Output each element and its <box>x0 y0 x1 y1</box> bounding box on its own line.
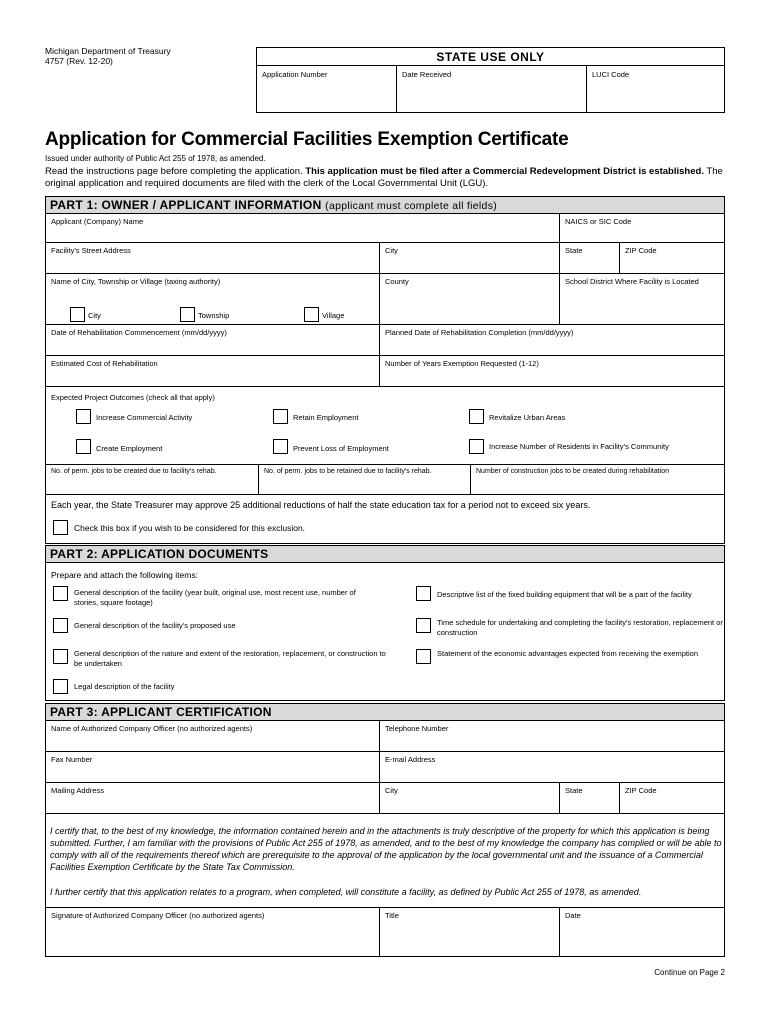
county-field[interactable] <box>379 274 559 324</box>
fax-field[interactable] <box>46 752 379 782</box>
mailing-state-label: State <box>565 786 583 795</box>
part3-row-officer <box>46 721 724 752</box>
date-received-label: Date Received <box>402 70 452 79</box>
treasurer-note: Each year, the State Treasurer may approve 25 additional reductions of half the state education tax for a period not to exceed six years. <box>51 500 591 510</box>
estimated-cost-label: Estimated Cost of Rehabilitation <box>51 359 158 368</box>
jobs-created-label: No. of perm. jobs to be created due to facility's rehab. <box>51 468 217 475</box>
naics-label: NAICS or SIC Code <box>565 217 632 226</box>
outcome-commercial-label: Increase Commercial Activity <box>96 413 193 422</box>
doc-economic-advantages-checkbox[interactable] <box>416 649 431 664</box>
outcome-prevent-loss-label: Prevent Loss of Employment <box>293 444 389 453</box>
exclusion-label: Check this box if you wish to be considered for this exclusion. <box>74 523 306 533</box>
township-option-label: Township <box>198 311 230 320</box>
school-district-label: School District Where Facility is Located <box>565 277 699 286</box>
doc-equipment-list-label: Descriptive list of the fixed building equipment that will be a part of the facility <box>437 590 692 599</box>
doc-time-schedule-checkbox[interactable] <box>416 618 431 633</box>
city-label: City <box>385 246 398 255</box>
part1-row-jobs <box>46 465 724 494</box>
doc-restoration-nature-checkbox[interactable] <box>53 649 68 664</box>
outcome-prevent-loss-checkbox[interactable] <box>273 439 288 454</box>
city-option-label: City <box>88 311 101 320</box>
village-option-label: Village <box>322 311 345 320</box>
doc-legal-description-label: Legal description of the facility <box>74 682 175 691</box>
doc-equipment-list-checkbox[interactable] <box>416 586 431 601</box>
part3-title: PART 3: APPLICANT CERTIFICATION <box>50 705 272 719</box>
continue-note: Continue on Page 2 <box>654 968 725 977</box>
email-field[interactable] <box>379 752 725 782</box>
telephone-field[interactable] <box>379 721 725 751</box>
doc-proposed-use-label: General description of the facility's proposed use <box>74 621 236 630</box>
years-requested-label: Number of Years Exemption Requested (1-12) <box>385 359 539 368</box>
naics-field[interactable] <box>559 214 725 242</box>
intro-bold-note: This application must be filed after a Commercial Redevelopment District is established. <box>305 166 704 177</box>
part1-grid <box>45 214 725 495</box>
rehab-end-label: Planned Date of Rehabilitation Completion (mm/dd/yyyy) <box>385 328 574 337</box>
school-district-field[interactable] <box>559 274 725 324</box>
application-number-label: Application Number <box>262 70 328 79</box>
city-field[interactable] <box>379 243 559 273</box>
mailing-zip-field[interactable] <box>619 783 725 813</box>
part1-title: PART 1: OWNER / APPLICANT INFORMATION <box>50 198 322 212</box>
luci-code-field[interactable] <box>586 66 725 113</box>
mailing-address-field[interactable] <box>46 783 379 813</box>
telephone-label: Telephone Number <box>385 724 449 733</box>
exclusion-checkbox[interactable] <box>53 520 68 535</box>
outcomes-label: Expected Project Outcomes (check all that apply) <box>51 393 215 402</box>
part1-row-address <box>46 243 724 274</box>
rehab-start-field[interactable] <box>46 325 379 355</box>
township-checkbox[interactable] <box>180 307 195 322</box>
outcome-create-checkbox[interactable] <box>76 439 91 454</box>
certification-statement: I certify that, to the best of my knowledge, the information contained herein and in the attachments is truly descriptive of the property for which this application is being submitted. Further, I am familiar with the provisions of Public Act 255 of 1978, as amended, and to the best of my knowledge the company has complied or will be able to comply with all of the requirements thereof which are prerequisite to the approval of the application by the local governmental unit and the issuance of a Commercial Facilities Exemption Certificate by the State Tax Commission. <box>50 826 722 872</box>
outcome-create-label: Create Employment <box>96 444 163 453</box>
jobs-created-field[interactable] <box>46 465 258 494</box>
part2-title: PART 2: APPLICATION DOCUMENTS <box>50 547 269 561</box>
rehab-start-label: Date of Rehabilitation Commencement (mm/dd/yyyy) <box>51 328 227 337</box>
applicant-name-field[interactable] <box>46 214 559 242</box>
part1-row-dates <box>46 325 724 356</box>
email-label: E-mail Address <box>385 755 436 764</box>
outcome-residents-label: Increase Number of Residents in Facility's Community <box>489 442 669 451</box>
state-field[interactable] <box>559 243 619 273</box>
mailing-address-label: Mailing Address <box>51 786 104 795</box>
estimated-cost-field[interactable] <box>46 356 379 386</box>
signature-date-label: Date <box>565 911 581 920</box>
doc-facility-description-checkbox[interactable] <box>53 586 68 601</box>
intro-text <box>45 166 725 190</box>
county-label: County <box>385 277 409 286</box>
part1-row-cost <box>46 356 724 387</box>
form-number: 4757 (Rev. 12-20) <box>45 56 113 66</box>
taxing-authority-label: Name of City, Township or Village (taxing authority) <box>51 277 221 286</box>
luci-code-label: LUCI Code <box>592 70 630 79</box>
officer-name-label: Name of Authorized Company Officer (no authorized agents) <box>51 724 253 733</box>
part1-row-taxing <box>46 274 724 325</box>
years-requested-field[interactable] <box>379 356 725 386</box>
form-header <box>45 46 171 66</box>
mailing-city-label: City <box>385 786 398 795</box>
doc-restoration-nature-label: General description of the nature and extent of the restoration, replacement, or construction to be undertaken <box>74 649 386 668</box>
part3-row-signature <box>46 908 724 956</box>
mailing-city-field[interactable] <box>379 783 559 813</box>
part2-box <box>45 563 725 701</box>
doc-economic-advantages-label: Statement of the economic advantages expected from receiving the exemption <box>437 649 698 658</box>
doc-proposed-use-checkbox[interactable] <box>53 618 68 633</box>
intro-instructions: Read the instructions page before completing the application. <box>45 166 303 177</box>
doc-time-schedule-label: Time schedule for undertaking and completing the facility's restoration, replacement or construction <box>437 618 723 637</box>
part3-row-mailing <box>46 783 724 814</box>
city-checkbox[interactable] <box>70 307 85 322</box>
part3-row-contact <box>46 752 724 783</box>
zip-label: ZIP Code <box>625 246 657 255</box>
zip-field[interactable] <box>619 243 725 273</box>
exclusion-box <box>45 495 725 544</box>
part2-header <box>45 545 725 563</box>
intro-filing-note: The original application and required documents are filed with the clerk of the Local Governmental Unit (LGU). <box>45 166 723 189</box>
construction-jobs-field[interactable] <box>470 465 725 494</box>
officer-title-field[interactable] <box>379 908 559 956</box>
form-title: Application for Commercial Facilities Exemption Certificate <box>45 129 569 150</box>
application-number-field[interactable] <box>257 66 396 113</box>
doc-facility-description-label: General description of the facility (year built, original use, most recent use, number of stories, square footage) <box>74 588 356 607</box>
outcome-residents-checkbox[interactable] <box>469 439 484 454</box>
state-use-box <box>256 47 725 113</box>
street-address-field[interactable] <box>46 243 379 273</box>
outcome-revitalize-label: Revitalize Urban Areas <box>489 413 566 422</box>
state-use-title: STATE USE ONLY <box>257 48 724 66</box>
signature-label: Signature of Authorized Company Officer (no authorized agents) <box>51 911 265 920</box>
part1-row-outcomes <box>46 387 724 465</box>
doc-legal-description-checkbox[interactable] <box>53 679 68 694</box>
certification-facility-statement: I further certify that this application relates to a program, when completed, will constitute a facility, as defined by Public Act 255 of 1978, as amended. <box>50 887 642 897</box>
date-received-field[interactable] <box>396 66 586 113</box>
applicant-name-label: Applicant (Company) Name <box>51 217 144 226</box>
rehab-end-field[interactable] <box>379 325 725 355</box>
construction-jobs-label: Number of construction jobs to be created during rehabilitation <box>476 468 669 475</box>
outcome-commercial-checkbox[interactable] <box>76 409 91 424</box>
signature-date-field[interactable] <box>559 908 725 956</box>
state-label: State <box>565 246 583 255</box>
officer-title-label: Title <box>385 911 399 920</box>
part1-subtitle: (applicant must complete all fields) <box>325 200 498 212</box>
taxing-authority-field[interactable] <box>46 274 379 324</box>
street-address-label: Facility's Street Address <box>51 246 131 255</box>
mailing-zip-label: ZIP Code <box>625 786 657 795</box>
part1-header <box>45 196 725 214</box>
prepare-label: Prepare and attach the following items: <box>51 570 198 580</box>
part1-row-applicant <box>46 214 724 243</box>
outcome-revitalize-checkbox[interactable] <box>469 409 484 424</box>
issued-authority: Issued under authority of Public Act 255 of 1978, as amended. <box>45 154 266 163</box>
jobs-retained-label: No. of perm. jobs to be retained due to facility's rehab. <box>264 468 432 475</box>
outcome-retain-checkbox[interactable] <box>273 409 288 424</box>
fax-label: Fax Number <box>51 755 93 764</box>
village-checkbox[interactable] <box>304 307 319 322</box>
jobs-retained-field[interactable] <box>258 465 470 494</box>
department-name: Michigan Department of Treasury <box>45 46 171 56</box>
part3-header <box>45 703 725 721</box>
signature-field[interactable] <box>46 908 379 956</box>
officer-name-field[interactable] <box>46 721 379 751</box>
mailing-state-field[interactable] <box>559 783 619 813</box>
outcome-retain-label: Retain Employment <box>293 413 359 422</box>
